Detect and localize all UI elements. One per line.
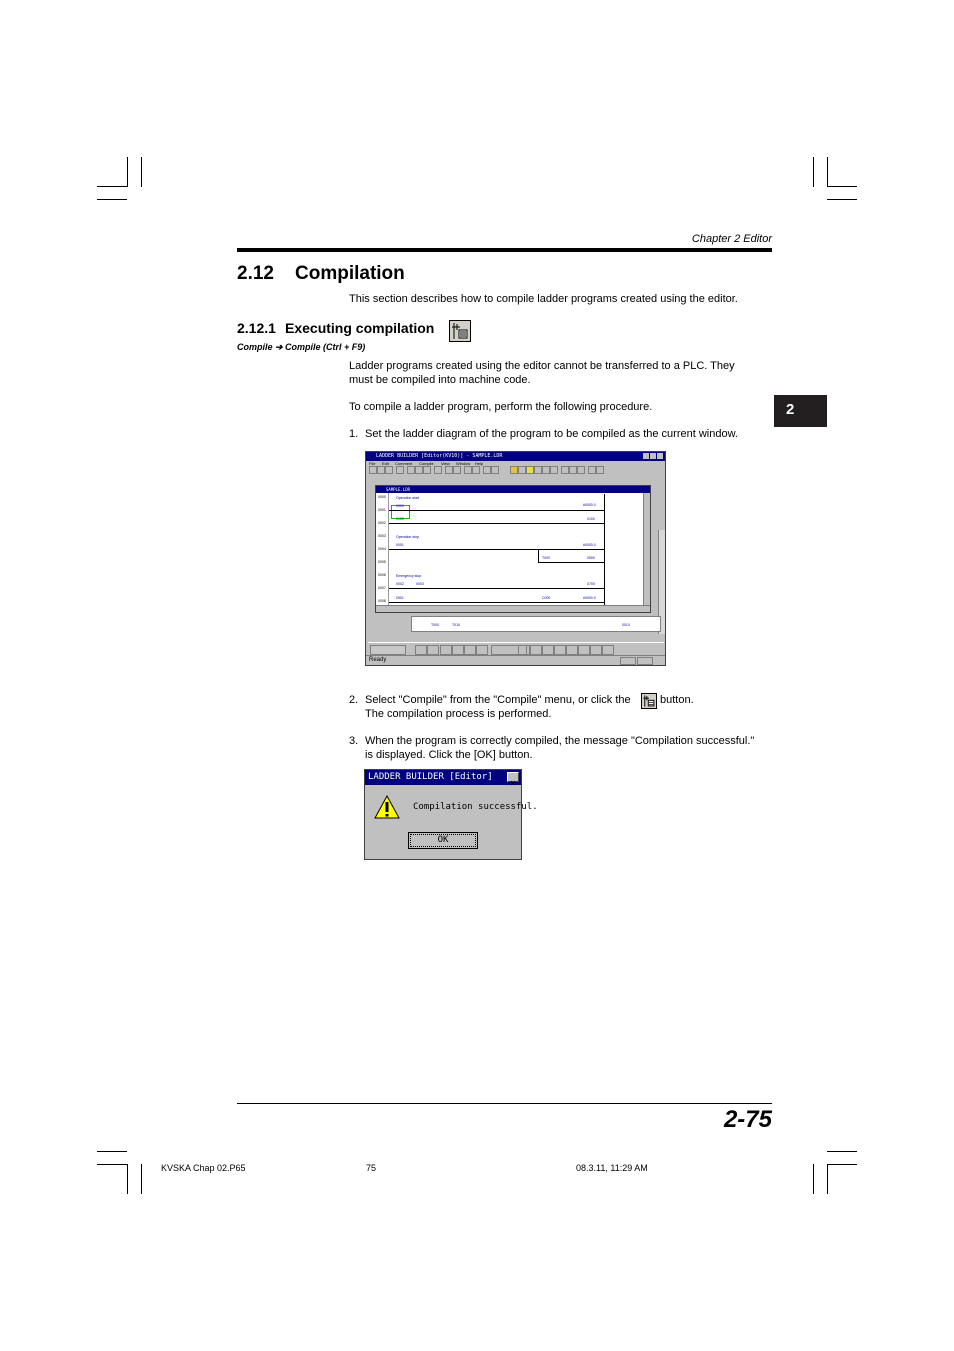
crop-mark	[827, 157, 828, 187]
crop-mark	[97, 186, 128, 187]
rung-comment: Emergency stop	[396, 574, 422, 578]
rung-line	[538, 562, 604, 563]
instruction-button[interactable]	[370, 645, 406, 655]
chapter-tab-number: 2	[786, 401, 795, 418]
simulator-icon[interactable]	[534, 466, 542, 474]
coil-label: #0000.0	[583, 543, 596, 547]
print-timestamp: 08.3.11, 11:29 AM	[576, 1163, 648, 1173]
crop-mark	[127, 157, 128, 187]
instruction-button[interactable]	[578, 645, 590, 655]
crop-mark	[827, 1164, 828, 1194]
row-number: 0001	[378, 508, 386, 512]
subsection-title: Executing compilation	[285, 320, 435, 336]
ladder-builder-window	[365, 451, 666, 666]
step-number: 1.	[349, 428, 359, 440]
ok-button[interactable]	[408, 832, 478, 849]
replace-icon[interactable]	[453, 466, 461, 474]
cascade-icon[interactable]	[569, 466, 577, 474]
right-rail	[604, 494, 605, 612]
compile-icon	[641, 693, 657, 709]
header-rule	[237, 248, 772, 252]
crop-mark	[827, 1151, 857, 1152]
paragraph: To compile a ladder program, perform the following procedure.	[349, 401, 653, 413]
running-header: Chapter 2 Editor	[691, 233, 772, 245]
menu-item-file[interactable]: File	[369, 461, 376, 466]
comment-icon[interactable]	[491, 466, 499, 474]
status-panel	[637, 657, 653, 665]
crop-mark	[141, 1164, 142, 1194]
menu-item-window[interactable]: Window	[456, 461, 471, 466]
open-icon[interactable]	[377, 466, 385, 474]
paste-icon[interactable]	[423, 466, 431, 474]
coil-label: 0500	[587, 556, 595, 560]
zoom-icon[interactable]	[483, 466, 491, 474]
row-number: 0007	[378, 586, 386, 590]
instruction-button[interactable]	[476, 645, 488, 655]
crop-mark	[97, 1164, 128, 1165]
contact-label: 0003	[416, 582, 424, 586]
transfer-icon[interactable]	[518, 466, 526, 474]
contact-label: T000	[542, 556, 550, 560]
coil-label: #0000.0	[583, 503, 596, 507]
instruction-button[interactable]	[518, 645, 530, 655]
row-number: 0005	[378, 560, 386, 564]
crop-mark	[97, 199, 127, 200]
contact-label: 0100	[396, 517, 404, 521]
instruction-button[interactable]	[427, 645, 439, 655]
section-number: 2.12	[237, 263, 274, 284]
lower-pane	[411, 616, 661, 632]
instruction-button[interactable]	[590, 645, 602, 655]
run-icon[interactable]	[542, 466, 550, 474]
monitor-icon[interactable]	[526, 466, 534, 474]
crop-mark	[127, 1164, 128, 1194]
dialog-title: LADDER BUILDER [Editor]	[368, 772, 493, 782]
close-icon: ✕	[509, 779, 517, 788]
row-number: 0002	[378, 521, 386, 525]
contact-label: 0501	[396, 596, 404, 600]
context-help-icon[interactable]	[596, 466, 604, 474]
row-number: 0008	[378, 599, 386, 603]
child-titlebar: SAMPLE.LDR	[376, 486, 650, 493]
menu-path: Compile ➔ Compile (Ctrl + F9)	[237, 342, 366, 352]
cut-icon[interactable]	[407, 466, 415, 474]
chapter-tab	[774, 395, 827, 427]
menu-item-help[interactable]: Help	[475, 461, 484, 466]
menu-item-compile[interactable]: Compile	[419, 461, 434, 466]
page-number: 2-75	[723, 1106, 772, 1133]
new-icon[interactable]	[369, 466, 377, 474]
compile-icon	[449, 320, 471, 342]
rung-comment: Operation start	[396, 496, 420, 500]
crop-mark	[813, 1164, 814, 1194]
find-icon[interactable]	[445, 466, 453, 474]
contact-label: 0001	[396, 543, 404, 547]
compile-dialog	[364, 769, 538, 860]
ok-label: OK	[437, 835, 449, 845]
window-icon[interactable]	[561, 466, 569, 474]
compile-icon[interactable]	[510, 466, 518, 474]
rung-line	[389, 510, 604, 511]
section-intro: This section describes how to compile ladder programs created using the editor.	[349, 293, 738, 305]
step-text: button.	[660, 694, 694, 706]
coil-label: #0000.0	[583, 596, 596, 600]
save-icon[interactable]	[385, 466, 393, 474]
step-text: Select "Compile" from the "Compile" menu, or click the	[365, 694, 631, 706]
menu-item-edit[interactable]: Edit	[382, 461, 389, 466]
instruction-button[interactable]	[602, 645, 614, 655]
contact-label: 0002	[396, 582, 404, 586]
menu-item-view[interactable]: View	[441, 461, 450, 466]
paragraph-line: must be compiled into machine code.	[349, 374, 531, 386]
paragraph-line: Ladder programs created using the editor cannot be transferred to a PLC. They	[349, 360, 735, 372]
crop-mark	[813, 157, 814, 187]
crop-mark	[97, 1151, 127, 1152]
horizontal-scrollbar[interactable]	[376, 605, 650, 612]
step-number: 2.	[349, 694, 359, 706]
instruction-toolbar	[368, 642, 664, 655]
dialog-message: Compilation successful.	[413, 802, 538, 812]
pane-label: T010	[452, 623, 460, 627]
rung-line	[389, 523, 604, 524]
step-text: is displayed. Click the [OK] button.	[365, 749, 533, 761]
instruction-button[interactable]	[452, 645, 464, 655]
coil-label: 0100	[587, 517, 595, 521]
child-window	[375, 485, 651, 613]
row-number: 0006	[378, 573, 386, 577]
coil-label: 0700	[587, 582, 595, 586]
crop-mark	[827, 199, 857, 200]
instruction-button[interactable]	[566, 645, 578, 655]
status-panel	[620, 657, 636, 665]
contact-label: C000	[542, 596, 551, 600]
contact-label: 0000	[396, 504, 404, 508]
rung-line	[389, 602, 604, 603]
crop-mark	[827, 1164, 857, 1165]
footer-rule	[237, 1103, 772, 1104]
row-number: 0004	[378, 547, 386, 551]
dialog-titlebar	[365, 770, 521, 788]
window-titlebar: LADDER BUILDER [Editor(KV10)] - SAMPLE.LDR	[366, 452, 665, 461]
step-text: When the program is correctly compiled, the message "Compilation successful."	[365, 735, 755, 747]
row-number: 0000	[378, 495, 386, 499]
instruction-button[interactable]	[415, 645, 427, 655]
instruction-button[interactable]	[440, 645, 452, 655]
close-button[interactable]	[507, 772, 519, 788]
subsection-number: 2.12.1	[237, 320, 276, 336]
tile-icon[interactable]	[577, 466, 585, 474]
instruction-button[interactable]	[554, 645, 566, 655]
status-bar	[366, 655, 665, 665]
copy-icon[interactable]	[415, 466, 423, 474]
rung-line	[389, 549, 604, 550]
crop-mark	[827, 186, 857, 187]
crop-mark	[141, 157, 142, 187]
stop-icon[interactable]	[550, 466, 558, 474]
instruction-button[interactable]	[530, 645, 542, 655]
print-icon[interactable]	[396, 466, 404, 474]
pane-label: T000	[431, 623, 439, 627]
vertical-scrollbar[interactable]	[643, 493, 650, 606]
rung-comment: Operation stop	[396, 535, 419, 539]
branch-line	[538, 549, 539, 562]
menu-item-comment[interactable]: Comment	[395, 461, 413, 466]
status-text: Ready	[369, 657, 387, 663]
titlebar-buttons	[643, 453, 663, 460]
instruction-button[interactable]	[464, 645, 476, 655]
print-page: 75	[366, 1163, 377, 1173]
section-title: Compilation	[295, 263, 405, 284]
step-text: The compilation process is performed.	[365, 708, 552, 720]
print-file-name: KVSKA Chap 02.P65	[161, 1163, 246, 1173]
delete-row-icon[interactable]	[472, 466, 480, 474]
undo-icon[interactable]	[434, 466, 442, 474]
rung-line	[389, 588, 604, 589]
row-number: 0003	[378, 534, 386, 538]
insert-row-icon[interactable]	[464, 466, 472, 474]
warning-icon	[374, 795, 400, 819]
step-number: 3.	[349, 735, 359, 747]
help-icon[interactable]	[588, 466, 596, 474]
instruction-button[interactable]	[542, 645, 554, 655]
pane-label: 0010	[622, 623, 630, 627]
step-text: Set the ladder diagram of the program to be compiled as the current window.	[365, 428, 738, 440]
